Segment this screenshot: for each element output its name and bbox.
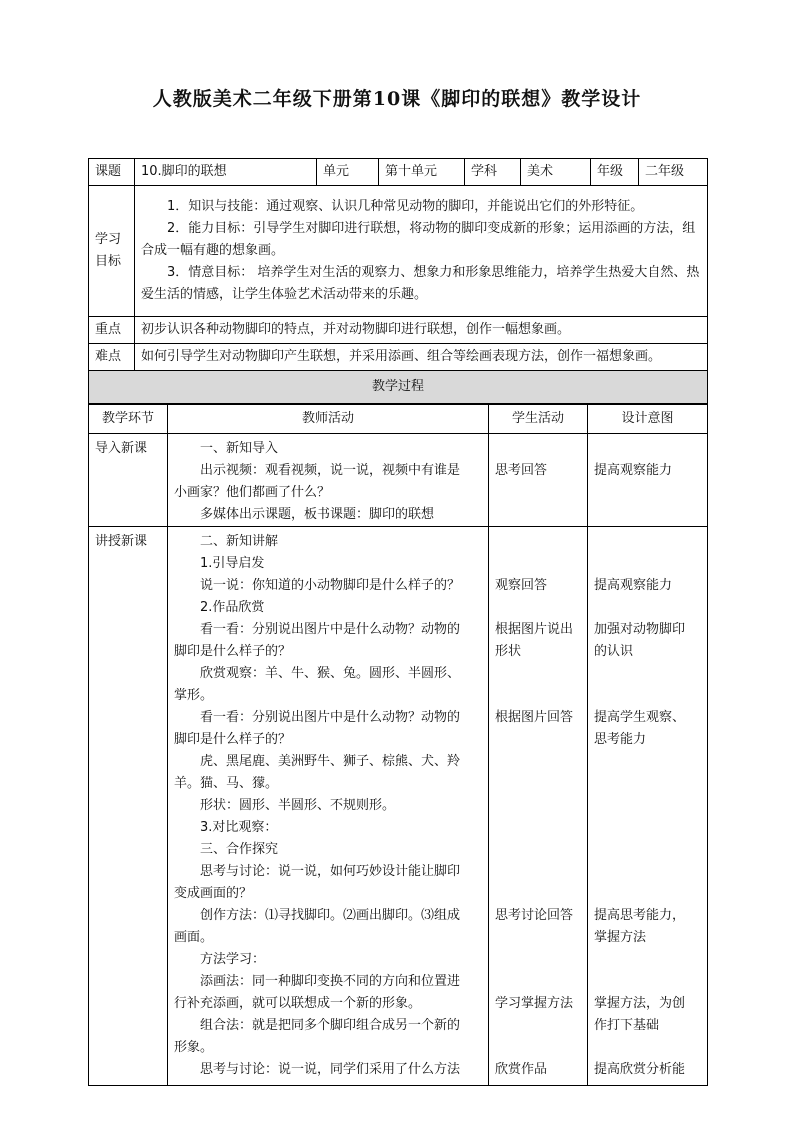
student-activity: 思考讨论回答 [495,908,574,923]
main-intent [588,527,708,1086]
goal-item: 2．能力目标：引导学生对脚印进行联想，将动物的脚印变成新的形象；运用添画的方法，组合成一幅有趣的想象画。 [141,221,696,258]
main-teacher: 二、新知讲解 1.引导启发 说一说：你知道的小动物脚印是什么样子的？ 2.作品欣赏 看一看：分别说出图片中是什么动物？动物的 脚印是什么样子的？ 欣赏观察：羊、牛、猴、兔。圆形、半圆形、 掌形。 看一看：分别说出图片中是什么动物？动物的 脚印是什么样子的？ 虎、黑尾鹿、美洲野牛、狮子、棕熊、犬、羚 羊。猫、马、獴。 形状：圆形、半圆形、不规则形。 3.对比观察： 三、合作探究 思考与讨论：说一说，如何巧妙设计能让脚印 变成画面的？ 创作方法：⑴寻找脚印。⑵画出脚印。⑶组成 画面。 方法学习： 添画法：同一种脚印变换不同的方向和位置进 行补充添画，就可以联想成一个新的形象。 组合法：就是把同多个脚印组合成另一个新的 形象。 思考与讨论：说一说，同学们采用了什么方法 [168,527,489,1086]
design-intent: 思考能力 [594,732,647,747]
unit-value: 第十单元 [379,159,465,186]
process-title: 教学过程 [89,371,708,404]
intro-stage: 导入新课 [89,434,168,527]
teaching-process-table [88,404,708,1086]
student-activity: 学习掌握方法 [495,996,574,1011]
header-intent: 设计意图 [588,405,708,434]
design-intent: 的认识 [594,644,634,659]
goal-item: 3．情意目标： 培养学生对生活的观察力、想象力和形象思维能力，培养学生热爱大自然、热爱生活的情感，让学生体验艺术活动带来的乐趣。 [141,265,700,302]
main-stage: 讲授新课 [89,527,168,1086]
header-teacher: 教师活动 [168,405,489,434]
main-student [489,527,588,1086]
grade-value: 二年级 [639,159,708,186]
subject-value: 美术 [521,159,591,186]
student-activity: 欣赏作品 [495,1062,548,1077]
lesson-info-table [88,158,708,404]
subject-label: 学科 [465,159,521,186]
header-student: 学生活动 [489,405,588,434]
design-intent: 掌握方法，为创 [594,996,686,1011]
intro-teacher: 一、新知导入 出示视频：观看视频，说一说，视频中有谁是 小画家？他们都画了什么？ 多媒体出示课题，板书课题：脚印的联想 [168,434,489,527]
goal-item: 1．知识与技能：通过观察、认识几种常见动物的脚印，并能说出它们的外形特征。 [167,199,644,214]
student-activity: 根据图片说出 [495,622,574,637]
unit-label: 单元 [317,159,379,186]
difficulty-value: 如何引导学生对动物脚印产生联想，并采用添画、组合等绘画表现方法，创作一福想象画。 [135,344,708,371]
goals-content [135,186,708,317]
document-title: 人教版美术二年级下册第10课《脚印的联想》教学设计 [152,88,642,110]
design-intent: 提高学生观察、 [594,710,686,725]
design-intent: 提高欣赏分析能 [594,1062,686,1077]
key-value: 初步认识各种动物脚印的特点，并对动物脚印进行联想，创作一幅想象画。 [135,317,708,344]
header-stage: 教学环节 [89,405,168,434]
intro-intent: 提高观察能力 [588,434,708,527]
goals-label: 学习 目标 [89,186,135,317]
difficulty-label: 难点 [89,344,135,371]
design-intent: 提高思考能力， [594,908,686,923]
topic-label: 课题 [89,159,135,186]
topic-value: 10.脚印的联想 [135,159,317,186]
student-activity: 根据图片回答 [495,710,574,725]
student-activity: 形状 [495,644,522,659]
design-intent: 加强对动物脚印 [594,622,686,637]
design-intent: 掌握方法 [594,930,647,945]
student-activity: 观察回答 [495,578,548,593]
design-intent: 作打下基础 [594,1018,660,1033]
grade-label: 年级 [591,159,639,186]
key-label: 重点 [89,317,135,344]
design-intent: 提高观察能力 [594,578,673,593]
intro-student: 思考回答 [489,434,588,527]
